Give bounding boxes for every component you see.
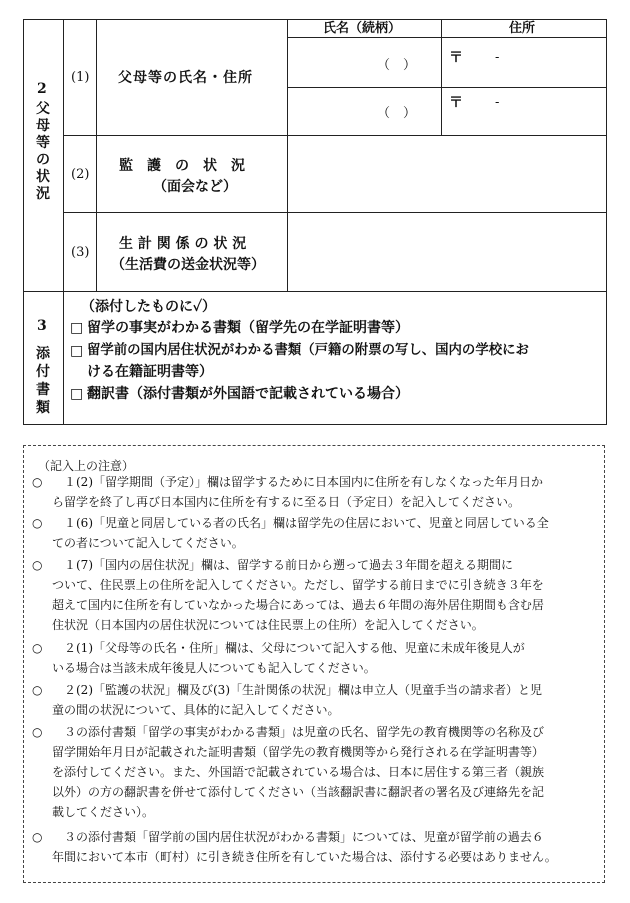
section3-number: 3	[37, 318, 47, 334]
custody-status-sublabel: （面会など）	[153, 179, 237, 195]
section3-title: 添 付 書 類	[36, 346, 50, 416]
application-form-table	[23, 19, 607, 425]
row3-number: (3)	[71, 245, 90, 260]
note-bullet: ○	[32, 683, 43, 697]
parents-name-address-label: 父母等の氏名・住所	[118, 70, 253, 86]
note-bullet: ○	[32, 475, 43, 489]
note-bullet: ○	[32, 558, 43, 572]
attachment-instruction: （添付したものに✓）	[81, 299, 217, 315]
section2-title: 父 母 等 の 状 況	[36, 101, 50, 202]
attachment-item-3: 翻訳書（添付書類が外国語で記載されている場合）	[87, 386, 409, 402]
parent1-postal-dash: -	[495, 50, 500, 65]
parent2-postal-dash: -	[495, 95, 500, 110]
parent2-relation-field[interactable]: （ ）	[377, 106, 417, 121]
attachment-checkbox-1[interactable]: □	[70, 320, 84, 336]
custody-status-label: 監 護 の 状 況	[119, 158, 245, 174]
note-bullet: ○	[32, 725, 43, 739]
note-bullet: ○	[32, 830, 43, 844]
parent1-postal-mark: 〒	[449, 50, 463, 66]
attachment-item-2: 留学前の国内居住状況がわかる書類（戸籍の附票の写し、国内の学校にお	[87, 342, 529, 358]
section2-number: 2	[37, 81, 47, 97]
row1-number: (1)	[71, 70, 90, 85]
note-bullet: ○	[32, 641, 43, 655]
notes-title: （記入上の注意）	[38, 459, 135, 473]
notes-box: （記入上の注意） ○ １(2)「留学期間（予定）」欄は留学するために日本国内に住所を有しなくなった年月日か ら留学を終了し再び日本国内に住所を有するに至る日（予定日）を記入してください。 ○ １(6)「児童と同居している者の氏名」欄は留学先の住居において、児童と同居している全 ての者について記入してください。 ○ １(7)「国内の居住状況」欄は、留学する前日から遡って過去３年間を超える期間に ついて、住民票上の住所を記入してください。ただし、留学する前日までに引き続き３年を 超えて国内に住所を有していなかった場合にあっては、過去６年間の海外居住期間も含む居 住状況（日本国内の居住状況については住民票上の住所）を記入してください。 ○ ２(1)「父母等の氏名・住所」欄は、父母について記入する他、児童に未成年後見人が いる場合は当該未成年後見人についても記入してください。 ○ ２(2)「監護の状況」欄及び(3)「生計関係の状況」欄は申立人（児童手当の請求者）と児 童の間の状況について、具体的に記入してください。 ○ ３の添付書類「留学の事実がわかる書類」は児童の氏名、留学先の教育機関等の名称及び 留学開始年月日が記載された証明書類（留学先の教育機関等から発行される在学証明書等） を添付してください。また、外国語で記載されている場合は、日本に居住する第三者（親族 以外）の方の翻訳書を併せて添付してください（当該翻訳書に翻訳者の署名及び連絡先を記 載してください）。 ○ ３の添付書類「留学前の国内居住状況がわかる書類」については、児童が留学前の過去６ 年間において本市（町村）に引き続き住所を有していた場合は、添付する必要はありません。	[23, 445, 605, 883]
parent1-relation-field[interactable]: （ ）	[377, 58, 417, 73]
livelihood-status-label: 生 計 関 係 の 状 況	[119, 236, 247, 252]
livelihood-status-sublabel: （生活費の送金状況等）	[111, 257, 265, 273]
row2-number: (2)	[71, 167, 90, 182]
attachment-checkbox-3[interactable]: □	[70, 386, 84, 402]
header-address: 住所	[509, 21, 536, 36]
parent2-postal-mark: 〒	[449, 95, 463, 111]
attachment-item-2-cont: ける在籍証明書等）	[87, 364, 213, 380]
note-bullet: ○	[32, 516, 43, 530]
attachment-item-1: 留学の事実がわかる書類（留学先の在学証明書等）	[87, 320, 409, 336]
attachment-checkbox-2[interactable]: □	[70, 343, 84, 359]
header-name: 氏名（続柄）	[323, 21, 402, 36]
